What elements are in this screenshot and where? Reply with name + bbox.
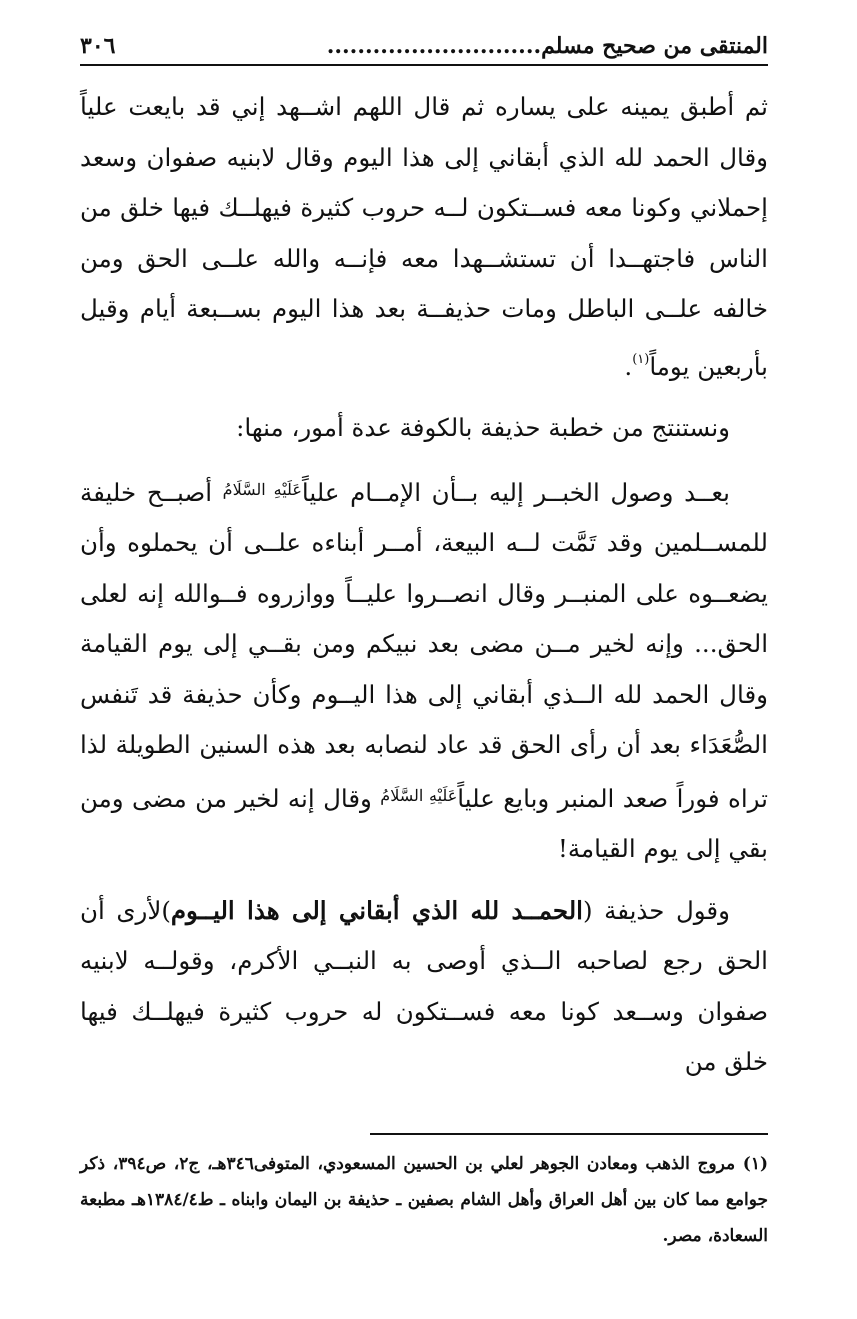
header-leader-dots: ............................ (326, 33, 542, 59)
paragraph-2: ونستنتج من خطبة حذيفة بالكوفة عدة أمور، منها: (236, 413, 730, 442)
footnote-1-text: مروج الذهب ومعادن الجوهر لعلي بن الحسين المسعودي، المتوفى٣٤٦هـ، ج٢، ص٣٩٤، ذكر جوامع مما كان بين أهل العراق وأهل الشام بصفين ـ حذيفة بن اليمان وابناه ـ ط١٣٨٤/٤هـ مطبعة السعادة، مصر. (80, 1154, 768, 1246)
footnotes (80, 1146, 768, 1254)
paragraph-4-part-1: وقول حذيفة ( (582, 895, 730, 925)
paragraph-1 (80, 82, 768, 392)
bold-quotation: الحمــد لله الذي أبقاني إلى هذا اليــوم (170, 895, 583, 925)
paragraph-1-text: ثم أطبق يمينه على يساره ثم قال اللهم اشــهد إني قد بايعت علياً وقال الحمد لله الذي أبقاني إلى هذا اليوم وقال لابنيه صفوان وسعد إحملاني وكونا معه فســتكون لــه حروب كثيرة فيهلــك فيها خلق من الناس فاجتهــدا أن تستشــهدا معه فإنــه والله علــى الحق ومن خالفه علــى الباطل ومات حذيفــة بعد هذا اليوم بســبعة أيام وقيل بأربعين يوماً (80, 92, 768, 381)
paragraph-3 (80, 465, 768, 875)
footnote-reference: (١) (632, 351, 650, 367)
header-title (327, 28, 768, 64)
paragraph-1-end: . (624, 351, 633, 381)
paragraph-4-part-2: )لأرى أن الحق رجع لصاحبه الــذي أوصى به النبــي الأكرم، وقولــه لابنيه صفوان وســعد كونا معه فســتكون له حروب كثيرة فيهلــك فيها خلق من (80, 895, 768, 1076)
honorific-ligature: عَلَيْهِ السَّلَامُ (380, 785, 458, 805)
paragraph-4 (80, 886, 768, 1088)
paragraph-3-part-2: أصبــح خليفة للمســلمين وقد تَمَّت لــه البيعة، أمــر أبناءه علــى أن يحملوه وأن يضعــوه على المنبــر وقال انصــروا عليــاً ووازروه فــوالله إنه لعلى الحق... وإنه لخير مــن مضى بعد نبيكم ومن بقــي إلى يوم القيامة وقال الحمد لله الــذي أبقاني إلى هذا اليــوم وكأن حذيفة قد تَنفس الصُّعَدَاء بعد أن رأى الحق قد عاد لنصابه بعد هذه السنين الطويلة لذا تراه فوراً صعد المنبر وبايع علياً (80, 477, 769, 813)
footnote-divider (370, 1133, 768, 1135)
header-title-text: المنتقى من صحيح مسلم (541, 33, 768, 59)
paragraph-3-part-1: بعــد وصول الخبــر إليه بــأن الإمــام علياً (301, 477, 730, 507)
footnote-1-number: (١) (742, 1154, 768, 1174)
page-number: ٣٠٦ (80, 33, 116, 59)
main-text (80, 82, 768, 1088)
running-header (80, 28, 768, 66)
paragraph-3-part-3: وقال إنه لخير من مضى ومن بقي إلى يوم القيامة! (80, 783, 768, 863)
footnote-1 (80, 1146, 768, 1254)
honorific-ligature: عَلَيْهِ السَّلَامُ (222, 479, 302, 499)
